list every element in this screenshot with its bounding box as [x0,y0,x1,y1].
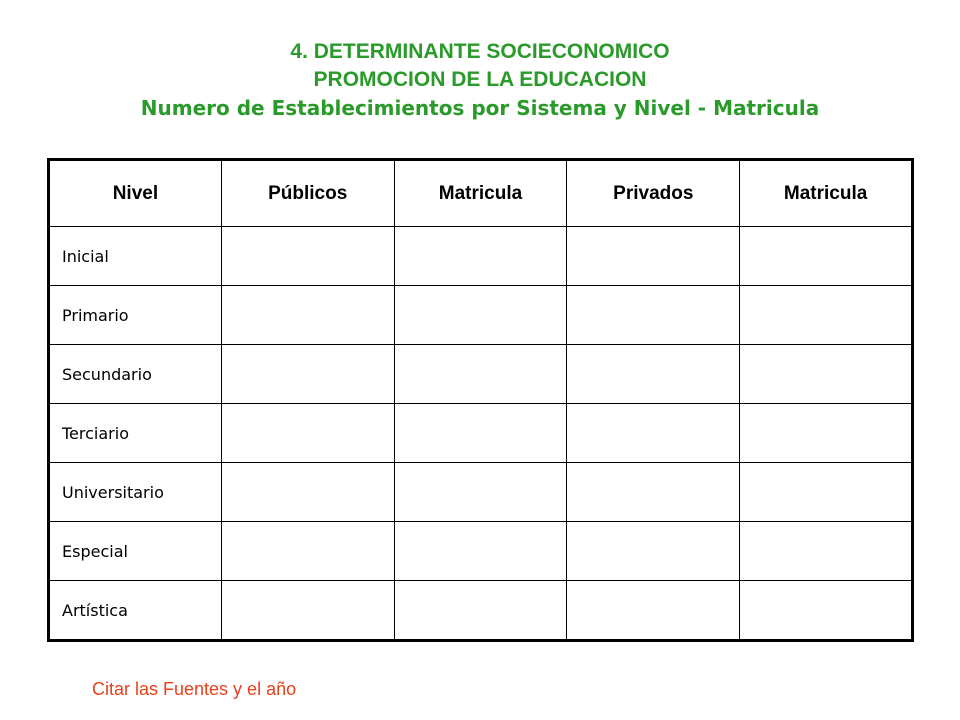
table-row [49,522,913,581]
title-line-1: 4. DETERMINANTE SOCIECONOMICO [290,40,670,63]
table-cell [394,581,567,641]
row-label: Especial [49,522,222,581]
table-cell [567,404,740,463]
title-line-3: Numero de Establecimientos por Sistema y Nivel - Matricula [140,96,820,120]
row-label: Primario [49,286,222,345]
table-row [49,581,913,641]
row-label: Artística [49,581,222,641]
table-cell [567,227,740,286]
table-cell [740,404,913,463]
table-row [49,286,913,345]
table-cell [221,463,394,522]
row-label: Terciario [49,404,222,463]
table-cell [567,286,740,345]
table-row [49,463,913,522]
header-matricula-publicos: Matricula [394,160,567,227]
table-cell [221,345,394,404]
table-cell [394,463,567,522]
source-note: Citar las Fuentes y el año [92,679,297,699]
table-cell [567,581,740,641]
table-cell [221,581,394,641]
table-row [49,345,913,404]
table-row [49,404,913,463]
table-cell [567,522,740,581]
table-cell [567,463,740,522]
table-cell [567,345,740,404]
header-publicos: Públicos [221,160,394,227]
table-header-row [49,160,913,227]
table-cell [740,522,913,581]
table-cell [394,522,567,581]
table-cell [221,286,394,345]
table-cell [221,227,394,286]
table-cell [740,345,913,404]
table-cell [221,404,394,463]
table-cell [394,404,567,463]
table-cell [740,581,913,641]
title-line-2: PROMOCION DE LA EDUCACION [313,68,647,91]
header-nivel: Nivel [49,160,222,227]
title-block [0,38,960,122]
header-privados: Privados [567,160,740,227]
row-label: Universitario [49,463,222,522]
table-cell [740,286,913,345]
data-table [47,158,914,642]
table-cell [740,463,913,522]
table-cell [740,227,913,286]
table-cell [221,522,394,581]
table-cell [394,345,567,404]
table-cell [394,286,567,345]
table-row [49,227,913,286]
table-cell [394,227,567,286]
row-label: Secundario [49,345,222,404]
row-label: Inicial [49,227,222,286]
header-matricula-privados: Matricula [740,160,913,227]
